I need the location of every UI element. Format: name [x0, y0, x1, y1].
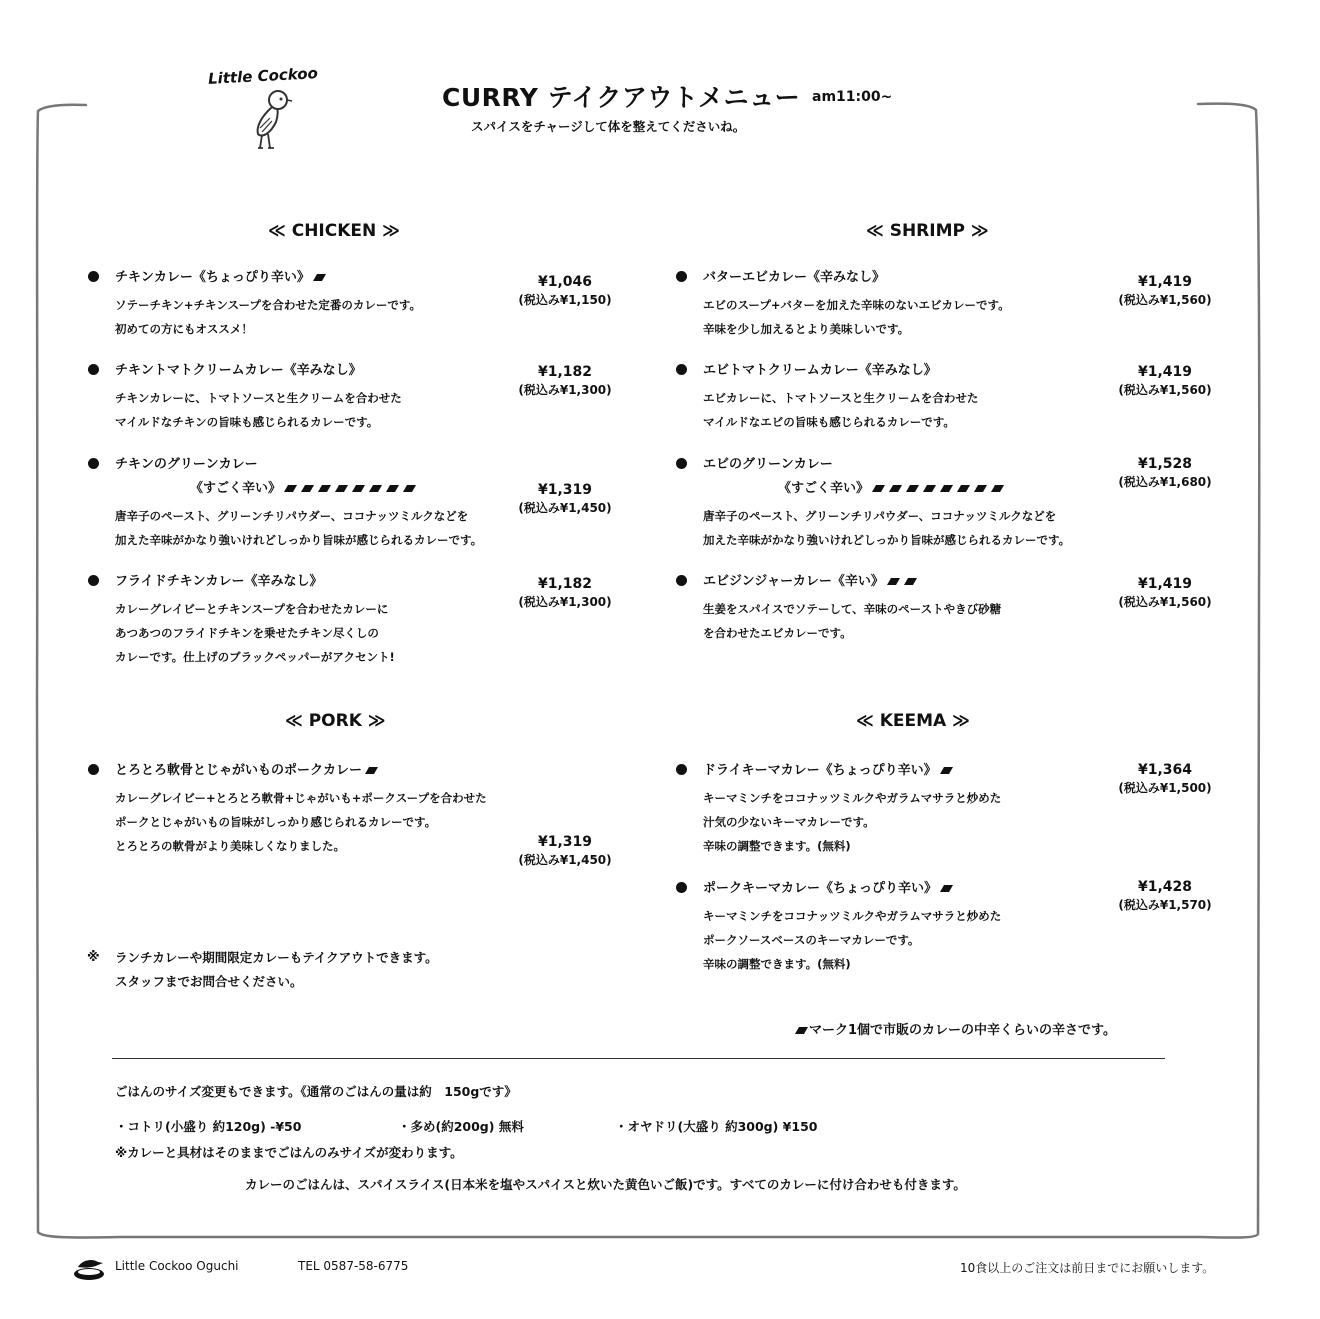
item-desc: 汁気の少ないキーマカレーです。 — [703, 815, 875, 829]
menu-item — [115, 762, 487, 858]
item-name: ドライキーマカレー《ちょっぴり辛い》 — [703, 763, 937, 778]
price-tax: (税込み¥1,500) — [1118, 781, 1212, 795]
price-main: ¥1,419 — [1137, 364, 1193, 380]
takeout-note — [115, 946, 438, 994]
rice-option-small: ・コトリ(小盛り 約120g) -¥50 — [115, 1119, 302, 1134]
item-desc: カレーです。仕上げのブラックペッパーがアクセント! — [115, 650, 395, 664]
item-price — [510, 833, 620, 869]
price-main: ¥1,182 — [537, 364, 593, 380]
rice-size-note: ※カレーと具材はそのままでごはんのみサイズが変わります。 — [115, 1145, 463, 1160]
price-main: ¥1,046 — [537, 274, 593, 290]
bullet-icon — [676, 764, 687, 775]
section-title-shrimp: ≪ SHRIMP ≫ — [866, 221, 989, 241]
spice-legend — [792, 1019, 1116, 1038]
chili-icon — [939, 884, 954, 893]
item-desc: チキンカレーに、トマトソースと生クリームを合わせた — [115, 391, 402, 405]
chili-icon — [312, 273, 327, 282]
heat-marks — [937, 763, 954, 778]
heat-marks — [869, 481, 1005, 496]
item-desc: とろとろの軟骨がより美味しくなりました。 — [115, 839, 345, 853]
chili-icon — [939, 484, 954, 493]
item-desc: 加えた辛味がかなり強いけれどしっかり旨味が感じられるカレーです。 — [115, 533, 483, 547]
item-desc: キーマミンチをココナッツミルクやガラムマサラと炒めた — [703, 791, 1002, 805]
price-tax: (税込み¥1,560) — [1118, 293, 1212, 307]
menu-item — [115, 362, 402, 434]
chili-icon — [300, 484, 315, 493]
heat-marks — [310, 270, 327, 285]
bullet-icon — [676, 882, 687, 893]
menu-item — [703, 456, 1070, 552]
section-title-chicken: ≪ CHICKEN ≫ — [268, 221, 400, 241]
chili-icon — [368, 484, 383, 493]
item-name: フライドチキンカレー《辛みなし》 — [115, 574, 323, 589]
price-main: ¥1,528 — [1137, 456, 1193, 472]
footer-tel: TEL 0587-58-6775 — [298, 1259, 409, 1273]
chili-icon — [334, 484, 349, 493]
chili-icon — [903, 577, 918, 586]
item-desc: 辛味の調整できます。(無料) — [703, 839, 851, 853]
bullet-icon — [676, 271, 687, 282]
item-desc: を合わせたエビカレーです。 — [703, 626, 852, 640]
item-desc: エビカレーに、トマトソースと生クリームを合わせた — [703, 391, 979, 405]
item-name: エビトマトクリームカレー《辛みなし》 — [703, 363, 937, 378]
item-desc: 加えた辛味がかなり強いけれどしっかり旨味が感じられるカレーです。 — [703, 533, 1071, 547]
chili-icon — [385, 484, 400, 493]
bird-logo-icon — [248, 88, 296, 154]
price-tax: (税込み¥1,450) — [518, 501, 612, 515]
item-name: バターエビカレー《辛みなし》 — [703, 270, 886, 285]
price-main: ¥1,319 — [537, 482, 593, 498]
note-line: ランチカレーや期間限定カレーもテイクアウトできます。 — [115, 950, 438, 965]
legend-text: マーク1個で市販のカレーの中辛くらいの辛さです。 — [809, 1023, 1117, 1038]
bullet-icon — [676, 364, 687, 375]
chili-icon — [364, 766, 379, 775]
item-name: エビジンジャーカレー《辛い》 — [703, 574, 884, 589]
price-tax: (税込み¥1,560) — [1118, 383, 1212, 397]
chili-icon — [939, 766, 954, 775]
rice-heading: ごはんのサイズ変更もできます。《通常のごはんの量は約 150gです》 — [115, 1084, 517, 1099]
item-desc: カレーグレイビーとチキンスープを合わせたカレーに — [115, 602, 389, 616]
price-tax: (税込み¥1,560) — [1118, 595, 1212, 609]
item-name: チキンのグリーンカレー — [115, 457, 258, 472]
chili-icon — [905, 484, 920, 493]
item-desc: マイルドなエビの旨味も感じられるカレーです。 — [703, 415, 955, 429]
heat-marks — [362, 763, 379, 778]
item-desc: 唐辛子のペースト、グリーンチリパウダー、ココナッツミルクなどを — [703, 509, 1057, 523]
item-desc: ポークソースベースのキーマカレーです。 — [703, 933, 920, 947]
bullet-icon — [676, 458, 687, 469]
item-price — [1110, 455, 1220, 491]
chili-icon — [990, 484, 1005, 493]
chili-icon — [886, 577, 901, 586]
chili-icon — [871, 484, 886, 493]
item-desc: ソテーチキン+チキンスープを合わせた定番のカレーです。 — [115, 298, 421, 312]
item-desc: ポークとじゃがいもの旨味がしっかり感じられるカレーです。 — [115, 815, 437, 829]
item-desc: エビのスープ+バターを加えた辛味のないエビカレーです。 — [703, 298, 1010, 312]
item-spice-level: 《すごく辛い》 — [778, 481, 870, 496]
item-spice-level: 《すごく辛い》 — [190, 481, 282, 496]
footer-shop-name: Little Cockoo Oguchi — [115, 1259, 239, 1273]
item-desc: 辛味を少し加えるとより美味しいです。 — [703, 322, 910, 336]
section-title-pork: ≪ PORK ≫ — [285, 711, 386, 731]
page-title: CURRY テイクアウトメニュー — [442, 83, 801, 112]
price-tax: (税込み¥1,450) — [518, 853, 612, 867]
price-tax: (税込み¥1,680) — [1118, 475, 1212, 489]
bullet-icon — [88, 271, 99, 282]
bullet-icon — [676, 575, 687, 586]
price-main: ¥1,428 — [1137, 879, 1193, 895]
price-main: ¥1,419 — [1137, 274, 1193, 290]
divider — [112, 1058, 1165, 1059]
item-price — [1110, 363, 1220, 399]
page-subtitle: スパイスをチャージして体を整えてくださいね。 — [471, 119, 746, 134]
rice-option-medium: ・多め(約200g) 無料 — [398, 1119, 524, 1134]
item-price — [1110, 878, 1220, 914]
bullet-icon — [88, 458, 99, 469]
menu-item — [703, 573, 1001, 645]
item-price — [510, 575, 620, 611]
menu-item — [703, 762, 1001, 858]
heat-marks — [281, 481, 417, 496]
chili-icon — [973, 484, 988, 493]
price-main: ¥1,182 — [537, 576, 593, 592]
chili-icon — [794, 1026, 809, 1035]
item-desc: 初めての方にもオススメ！ — [115, 322, 253, 336]
menu-item — [115, 269, 421, 341]
menu-item — [703, 269, 1010, 341]
item-name: ポークキーマカレー《ちょっぴり辛い》 — [703, 881, 938, 896]
heat-marks — [937, 881, 954, 896]
item-price — [1110, 575, 1220, 611]
menu-item — [703, 362, 978, 434]
logo-bird-icon — [72, 1254, 106, 1282]
note-line: スタッフまでお問合せください。 — [115, 974, 303, 989]
price-main: ¥1,319 — [537, 834, 593, 850]
chili-icon — [351, 484, 366, 493]
price-tax: (税込み¥1,300) — [518, 383, 612, 397]
item-price — [1110, 761, 1220, 797]
note-mark: ※ — [87, 950, 100, 965]
bullet-icon — [88, 575, 99, 586]
menu-item — [703, 880, 1001, 976]
price-tax: (税込み¥1,300) — [518, 595, 612, 609]
section-title-keema: ≪ KEEMA ≫ — [856, 711, 970, 731]
bullet-icon — [88, 364, 99, 375]
chili-icon — [956, 484, 971, 493]
item-desc: マイルドなチキンの旨味も感じられるカレーです。 — [115, 415, 379, 429]
logo-text: Little Cockoo — [207, 64, 319, 88]
footer-order-note: 10食以上のご注文は前日までにお願いします。 — [960, 1261, 1215, 1275]
chili-icon — [888, 484, 903, 493]
item-name: チキンカレー《ちょっぴり辛い》 — [115, 270, 310, 285]
item-price — [510, 363, 620, 399]
price-main: ¥1,364 — [1137, 762, 1193, 778]
rice-option-large: ・オヤドリ(大盛り 約300g) ¥150 — [615, 1119, 818, 1134]
menu-item — [115, 573, 395, 669]
opening-hours: am11:00~ — [812, 89, 893, 105]
chili-icon — [922, 484, 937, 493]
chili-icon — [317, 484, 332, 493]
item-price — [1110, 273, 1220, 309]
price-tax: (税込み¥1,570) — [1118, 898, 1212, 912]
price-tax: (税込み¥1,150) — [518, 293, 612, 307]
item-name: チキントマトクリームカレー《辛みなし》 — [115, 363, 362, 378]
heat-marks — [884, 574, 918, 589]
item-desc: キーマミンチをココナッツミルクやガラムマサラと炒めた — [703, 909, 1002, 923]
item-name: エビのグリーンカレー — [703, 457, 833, 472]
bullet-icon — [88, 764, 99, 775]
chili-icon — [402, 484, 417, 493]
chili-icon — [283, 484, 298, 493]
heat-marks — [792, 1023, 809, 1038]
item-price — [510, 481, 620, 517]
spice-rice-note: カレーのごはんは、スパイスライス(日本米を塩やスパイスと炊いた黄色いご飯)です。すべてのカレーに付け合わせも付きます。 — [245, 1177, 966, 1192]
item-price — [510, 273, 620, 309]
price-main: ¥1,419 — [1137, 576, 1193, 592]
item-desc: カレーグレイビー+とろとろ軟骨+じゃがいも+ポークスープを合わせた — [115, 791, 487, 805]
menu-item — [115, 456, 482, 552]
item-desc: 生姜をスパイスでソテーして、辛味のペーストやきび砂糖 — [703, 602, 1002, 616]
item-name: とろとろ軟骨とじゃがいものポークカレー — [115, 763, 363, 778]
item-desc: 唐辛子のペースト、グリーンチリパウダー、ココナッツミルクなどを — [115, 509, 469, 523]
item-desc: 辛味の調整できます。(無料) — [703, 957, 851, 971]
item-desc: あつあつのフライドチキンを乗せたチキン尽くしの — [115, 626, 379, 640]
